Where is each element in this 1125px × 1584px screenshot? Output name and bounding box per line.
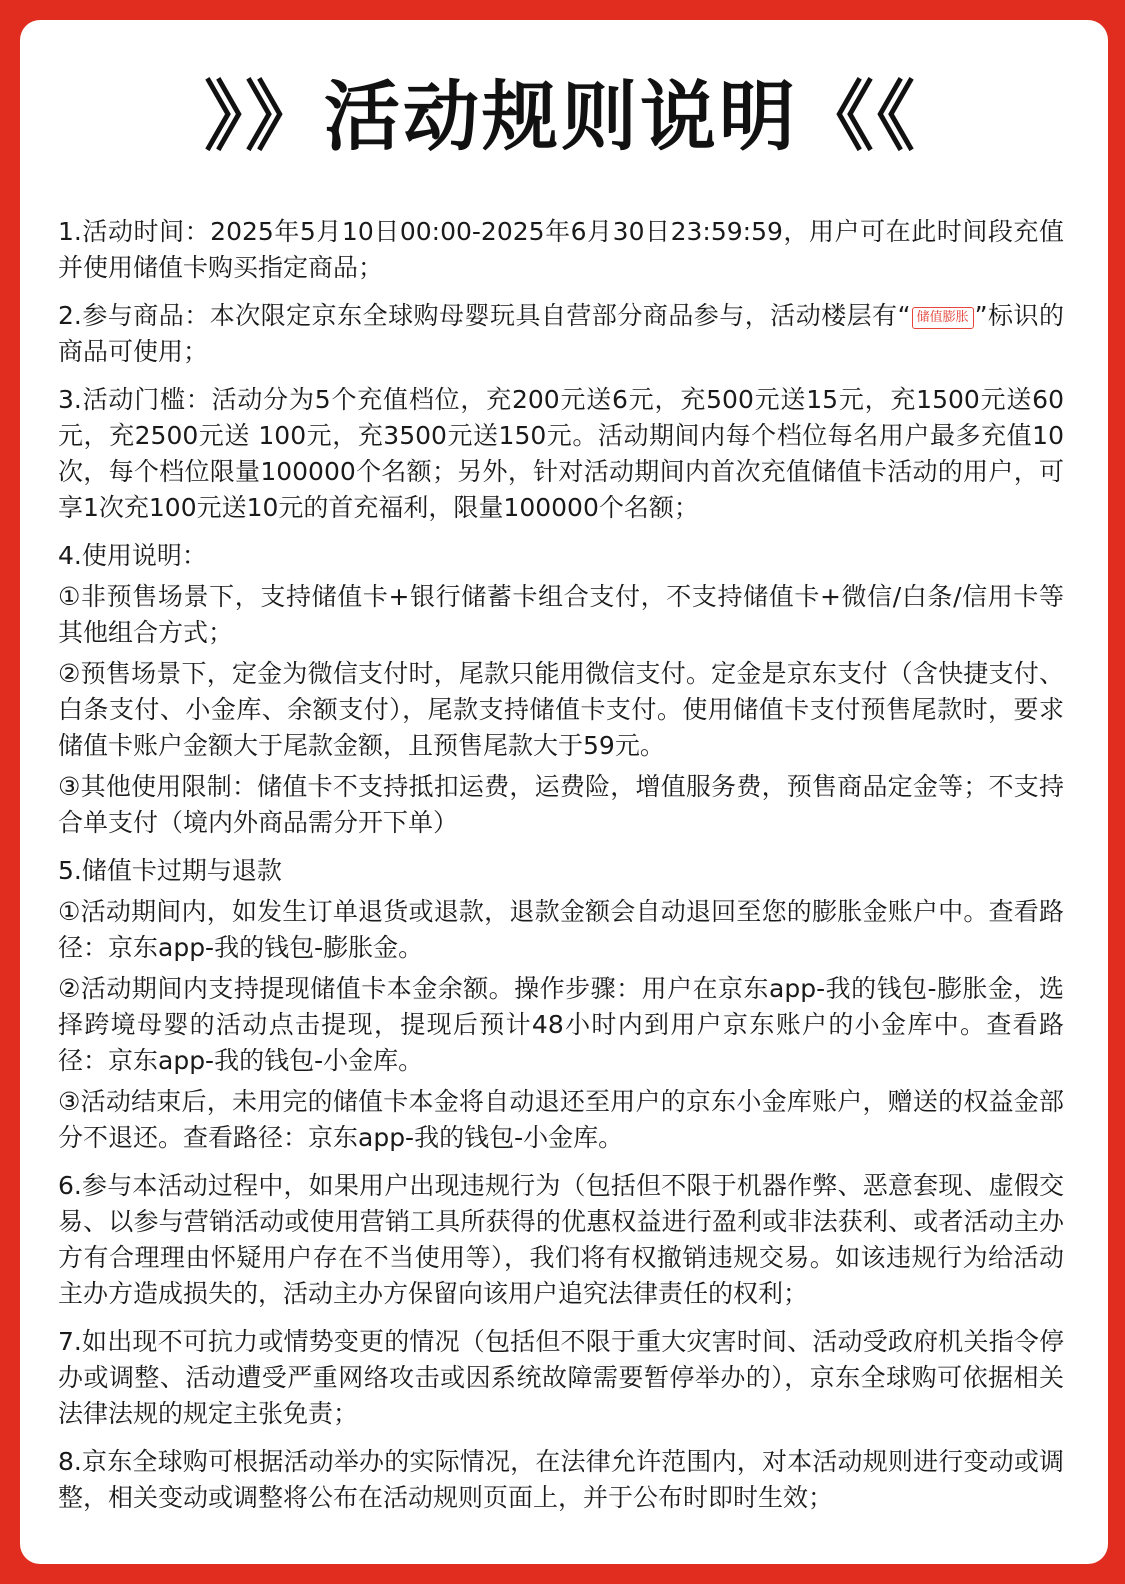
rule-4-item-3: ③其他使用限制：储值卡不支持抵扣运费，运费险，增值服务费，预售商品定金等；不支持合单支付（境内外商品需分开下单） bbox=[58, 772, 1064, 837]
rule-4-heading: 4.使用说明： bbox=[58, 541, 207, 570]
rule-4-item-2: ②预售场景下，定金为微信支付时，尾款只能用微信支付。定金是京东支付（含快捷支付、白条支付、小金库、余额支付），尾款支持储值卡支付。使用储值卡支付预售尾款时，要求储值卡账户金额大于尾款金额，且预售尾款大于59元。 bbox=[58, 659, 1064, 760]
stored-value-boost-tag: 储值膨胀 bbox=[912, 307, 974, 329]
rules-body bbox=[58, 214, 1064, 1516]
rule-4-item-1: ①非预售场景下，支持储值卡+银行储蓄卡组合支付，不支持储值卡+微信/白条/信用卡等其他组合方式； bbox=[58, 582, 1064, 647]
rule-2-text-before: 2.参与商品：本次限定京东全球购母婴玩具自营部分商品参与，活动楼层有“ bbox=[58, 301, 911, 330]
rules-card bbox=[20, 20, 1108, 1564]
rule-5-heading: 5.储值卡过期与退款 bbox=[58, 856, 282, 885]
rule-6-violations: 6.参与本活动过程中，如果用户出现违规行为（包括但不限于机器作弊、恶意套现、虚假交易、以参与营销活动或使用营销工具所获得的优惠权益进行盈利或非法获利、或者活动主办方有合理理由怀疑用户存在不当使用等），我们将有权撤销违规交易。如该违规行为给活动主办方造成损失的，活动主办方保留向该用户追究法律责任的权利； bbox=[58, 1171, 1064, 1308]
rule-2-products bbox=[58, 298, 1064, 370]
rule-3-threshold: 3.活动门槛：活动分为5个充值档位，充200元送6元，充500元送15元，充1500元送60元，充2500元送 100元，充3500元送150元。活动期间内每个档位每名用户最多充值10次，每个档位限量100000个名额；另外，针对活动期间内首次充值储值卡活动的用户，可享1次充100元送10元的首充福利，限量100000个名额； bbox=[58, 385, 1064, 522]
rule-5-item-3: ③活动结束后，未用完的储值卡本金将自动退还至用户的京东小金库账户，赠送的权益金部分不退还。查看路径：京东app-我的钱包-小金库。 bbox=[58, 1087, 1064, 1152]
rule-1-activity-time: 1.活动时间：2025年5月10日00:00-2025年6月30日23:59:59，用户可在此时间段充值并使用储值卡购买指定商品； bbox=[58, 217, 1064, 282]
rule-2-text-after: ”标识的商品可使用； bbox=[58, 301, 1064, 366]
page-title: 》》活动规则说明《《 bbox=[204, 72, 918, 161]
rule-8-changes: 8.京东全球购可根据活动举办的实际情况，在法律允许范围内，对本活动规则进行变动或调整，相关变动或调整将公布在活动规则页面上，并于公布时即时生效； bbox=[58, 1447, 1064, 1512]
rule-5-item-2: ②活动期间内支持提现储值卡本金余额。操作步骤：用户在京东app-我的钱包-膨胀金，选择跨境母婴的活动点击提现，提现后预计48小时内到用户京东账户的小金库中。查看路径：京东app-我的钱包-小金库。 bbox=[58, 974, 1064, 1075]
rule-7-force-majeure: 7.如出现不可抗力或情势变更的情况（包括但不限于重大灾害时间、活动受政府机关指令停办或调整、活动遭受严重网络攻击或因系统故障需要暂停举办的），京东全球购可依据相关法律法规的规定主张免责； bbox=[58, 1327, 1064, 1428]
rule-5-item-1: ①活动期间内，如发生订单退货或退款，退款金额会自动退回至您的膨胀金账户中。查看路径：京东app-我的钱包-膨胀金。 bbox=[58, 897, 1064, 962]
